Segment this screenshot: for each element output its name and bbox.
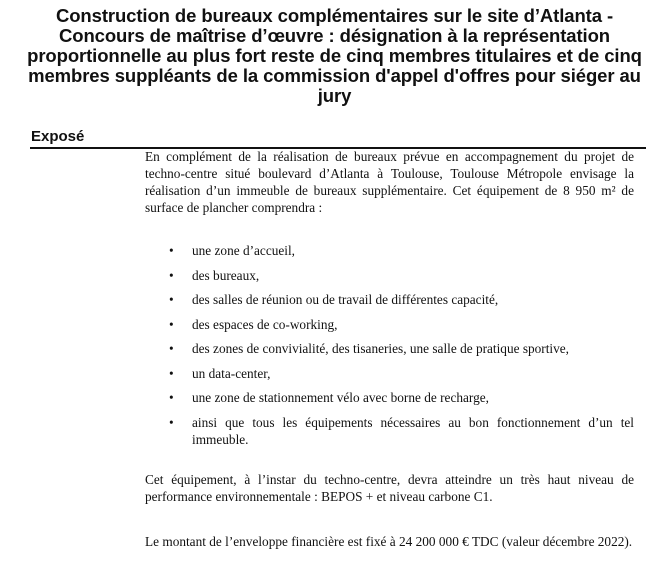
list-item: [145, 414, 634, 448]
list-item: [145, 365, 634, 382]
list-item: [145, 389, 634, 406]
list-item-text: un data-center,: [192, 365, 271, 381]
list-item: [145, 340, 634, 357]
list-item: [145, 316, 634, 333]
intro-paragraph: En complément de la réalisation de bureaux prévue en accompagnement du projet de techno-centre situé boulevard d’Atlanta à Toulouse, Toulouse Métropole envisage la réalisation d’un immeuble de bureaux supplémentaire. Cet équipement de 8 950 m² de surface de plancher comprendra :: [145, 149, 634, 215]
bullet-icon: •: [169, 267, 174, 283]
list-item-text: une zone de stationnement vélo avec borne de recharge,: [192, 390, 489, 405]
list-item-text: des zones de convivialité, des tisaneries, une salle de pratique sportive,: [192, 341, 569, 356]
bullet-icon: •: [169, 292, 174, 307]
list-item-text: des espaces de co-working,: [192, 316, 338, 332]
list-item: [145, 291, 634, 308]
bullet-icon: •: [169, 414, 174, 430]
list-item: [145, 242, 634, 259]
document-title: Construction de bureaux complémentaires sur le site d’Atlanta - Concours de maîtrise d’œuvre : désignation à la représentation proportionnelle au plus fort reste de cinq membres titulaires et de cinq membres suppléants de la commission d'appel d'offres pour siéger au jury: [27, 5, 642, 106]
performance-paragraph: Cet équipement, à l’instar du techno-centre, devra atteindre un très haut niveau de performance environnementale : BEPOS + et niveau carbone C1.: [145, 472, 634, 504]
bullet-icon: •: [169, 365, 174, 381]
list-item-text: ainsi que tous les équipements nécessaires au bon fonctionnement d’un tel immeuble.: [192, 414, 634, 447]
list-item-text: une zone d’accueil,: [192, 243, 295, 258]
bullet-icon: •: [169, 390, 174, 405]
list-item-text: des bureaux,: [192, 267, 260, 283]
bullet-icon: •: [169, 243, 174, 258]
budget-paragraph: Le montant de l’enveloppe financière est fixé à 24 200 000 € TDC (valeur décembre 2022).: [145, 534, 633, 549]
equipment-list: [145, 242, 634, 455]
bullet-icon: •: [169, 316, 174, 332]
section-heading: Exposé: [31, 128, 85, 145]
bullet-icon: •: [169, 341, 174, 356]
list-item-text: des salles de réunion ou de travail de différentes capacité,: [192, 292, 499, 307]
list-item: [145, 267, 634, 284]
